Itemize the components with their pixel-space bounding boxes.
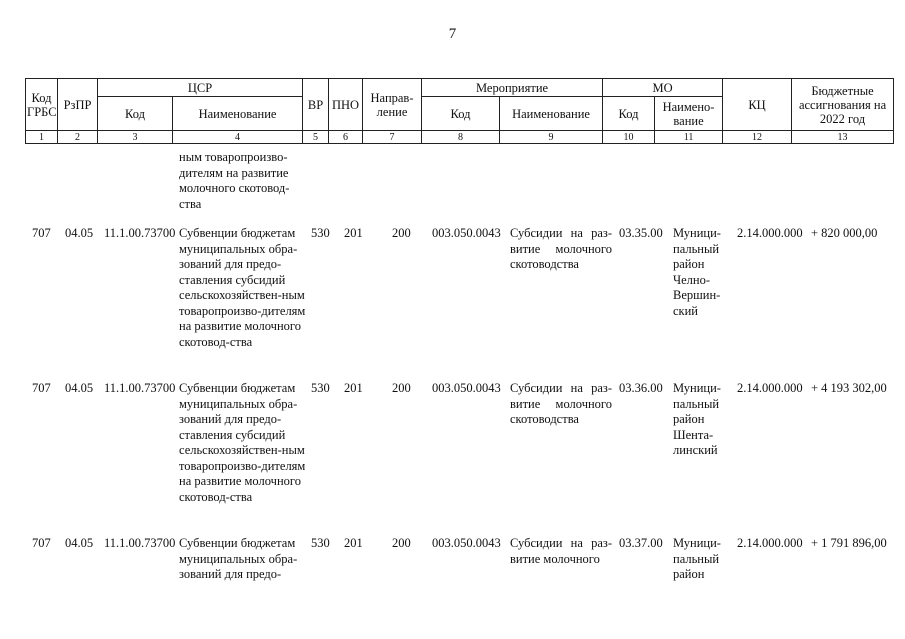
header-csr-kod: Код xyxy=(98,97,173,131)
cell-vr: 530 xyxy=(311,536,330,550)
cell-csr-code: 11.1.00.73700 xyxy=(104,381,176,395)
cell-rzpr: 04.05 xyxy=(65,381,94,395)
header-csr: ЦСР xyxy=(98,79,303,97)
header-napravlenie: Направ-ление xyxy=(363,79,422,131)
cell-mer-code: 003.050.0043 xyxy=(432,381,501,395)
cell-mo-name: Муници-пальный район Шента-линский xyxy=(673,381,721,457)
col-number: 7 xyxy=(363,131,422,144)
cell-pno: 201 xyxy=(344,381,363,395)
cell-rzpr: 04.05 xyxy=(65,226,94,240)
budget-table-header xyxy=(25,78,894,144)
cell-vr: 530 xyxy=(311,226,330,240)
cell-direction: 200 xyxy=(392,381,411,395)
cell-direction: 200 xyxy=(392,226,411,240)
cell-amount: + 4 193 302,00 xyxy=(811,381,887,395)
cell-kc: 2.14.000.000 xyxy=(737,536,803,550)
header-vr: ВР xyxy=(303,79,329,131)
cell-csr-name: Субвенции бюджетам муниципальных обра-зований для предо- xyxy=(179,536,298,581)
cell-mo-name: Муници-пальный район Челно-Вершин-ский xyxy=(673,226,721,318)
cell-pno: 201 xyxy=(344,226,363,240)
col-number: 8 xyxy=(422,131,500,144)
cell-kc: 2.14.000.000 xyxy=(737,226,803,240)
cell-mo-code: 03.36.00 xyxy=(619,381,663,395)
header-budget: Бюджетные ассигнования на 2022 год xyxy=(792,79,894,131)
col-number: 4 xyxy=(173,131,303,144)
header-mo-name: Наимено-вание xyxy=(655,97,723,131)
cell-amount: + 820 000,00 xyxy=(811,226,878,240)
col-number: 1 xyxy=(26,131,58,144)
cell-mer-name: Субсидии на раз-витие молочного xyxy=(510,536,612,566)
col-number: 12 xyxy=(723,131,792,144)
header-meropriyatie: Мероприятие xyxy=(422,79,603,97)
cell-mer-code: 003.050.0043 xyxy=(432,226,501,240)
cell-mer-code: 003.050.0043 xyxy=(432,536,501,550)
cell-csr-name: Субвенции бюджетам муниципальных обра-зований для предо-ставления субсидий сельскохозяйствен-ным товаропроизво-дителям на развитие молочного скотовод-ства xyxy=(179,226,306,349)
continuation-text: ным товаропроизво-дителям на развитие молочного скотовод-ства xyxy=(179,150,290,211)
cell-grbs: 707 xyxy=(32,226,51,240)
cell-kc: 2.14.000.000 xyxy=(737,381,803,395)
header-kod-grbs: Код ГРБС xyxy=(26,79,58,131)
header-rzpr: РзПР xyxy=(58,79,98,131)
col-number: 6 xyxy=(329,131,363,144)
cell-mer-name: Субсидии на раз-витие молочного скотоводства xyxy=(510,226,612,271)
cell-csr-name: Субвенции бюджетам муниципальных обра-зований для предо-ставления субсидий сельскохозяйствен-ным товаропроизво-дителям на развитие молочного скотовод-ства xyxy=(179,381,306,504)
page-number: 7 xyxy=(448,26,457,42)
cell-vr: 530 xyxy=(311,381,330,395)
cell-mo-name: Муници-пальный район xyxy=(673,536,721,581)
cell-csr-code: 11.1.00.73700 xyxy=(104,226,176,240)
cell-mo-code: 03.35.00 xyxy=(619,226,663,240)
header-kc: КЦ xyxy=(723,79,792,131)
header-mo: МО xyxy=(603,79,723,97)
header-mer-kod: Код xyxy=(422,97,500,131)
cell-mo-code: 03.37.00 xyxy=(619,536,663,550)
cell-mer-name: Субсидии на раз-витие молочного скотоводства xyxy=(510,381,612,426)
col-number: 10 xyxy=(603,131,655,144)
cell-pno: 201 xyxy=(344,536,363,550)
cell-rzpr: 04.05 xyxy=(65,536,94,550)
col-number: 3 xyxy=(98,131,173,144)
header-mo-kod: Код xyxy=(603,97,655,131)
col-number: 9 xyxy=(500,131,603,144)
cell-direction: 200 xyxy=(392,536,411,550)
header-pno: ПНО xyxy=(329,79,363,131)
col-number: 11 xyxy=(655,131,723,144)
header-csr-name: Наименование xyxy=(173,97,303,131)
cell-amount: + 1 791 896,00 xyxy=(811,536,887,550)
col-number: 5 xyxy=(303,131,329,144)
col-number: 2 xyxy=(58,131,98,144)
col-number: 13 xyxy=(792,131,894,144)
cell-grbs: 707 xyxy=(32,381,51,395)
cell-csr-code: 11.1.00.73700 xyxy=(104,536,176,550)
header-mer-name: Наименование xyxy=(500,97,603,131)
cell-grbs: 707 xyxy=(32,536,51,550)
